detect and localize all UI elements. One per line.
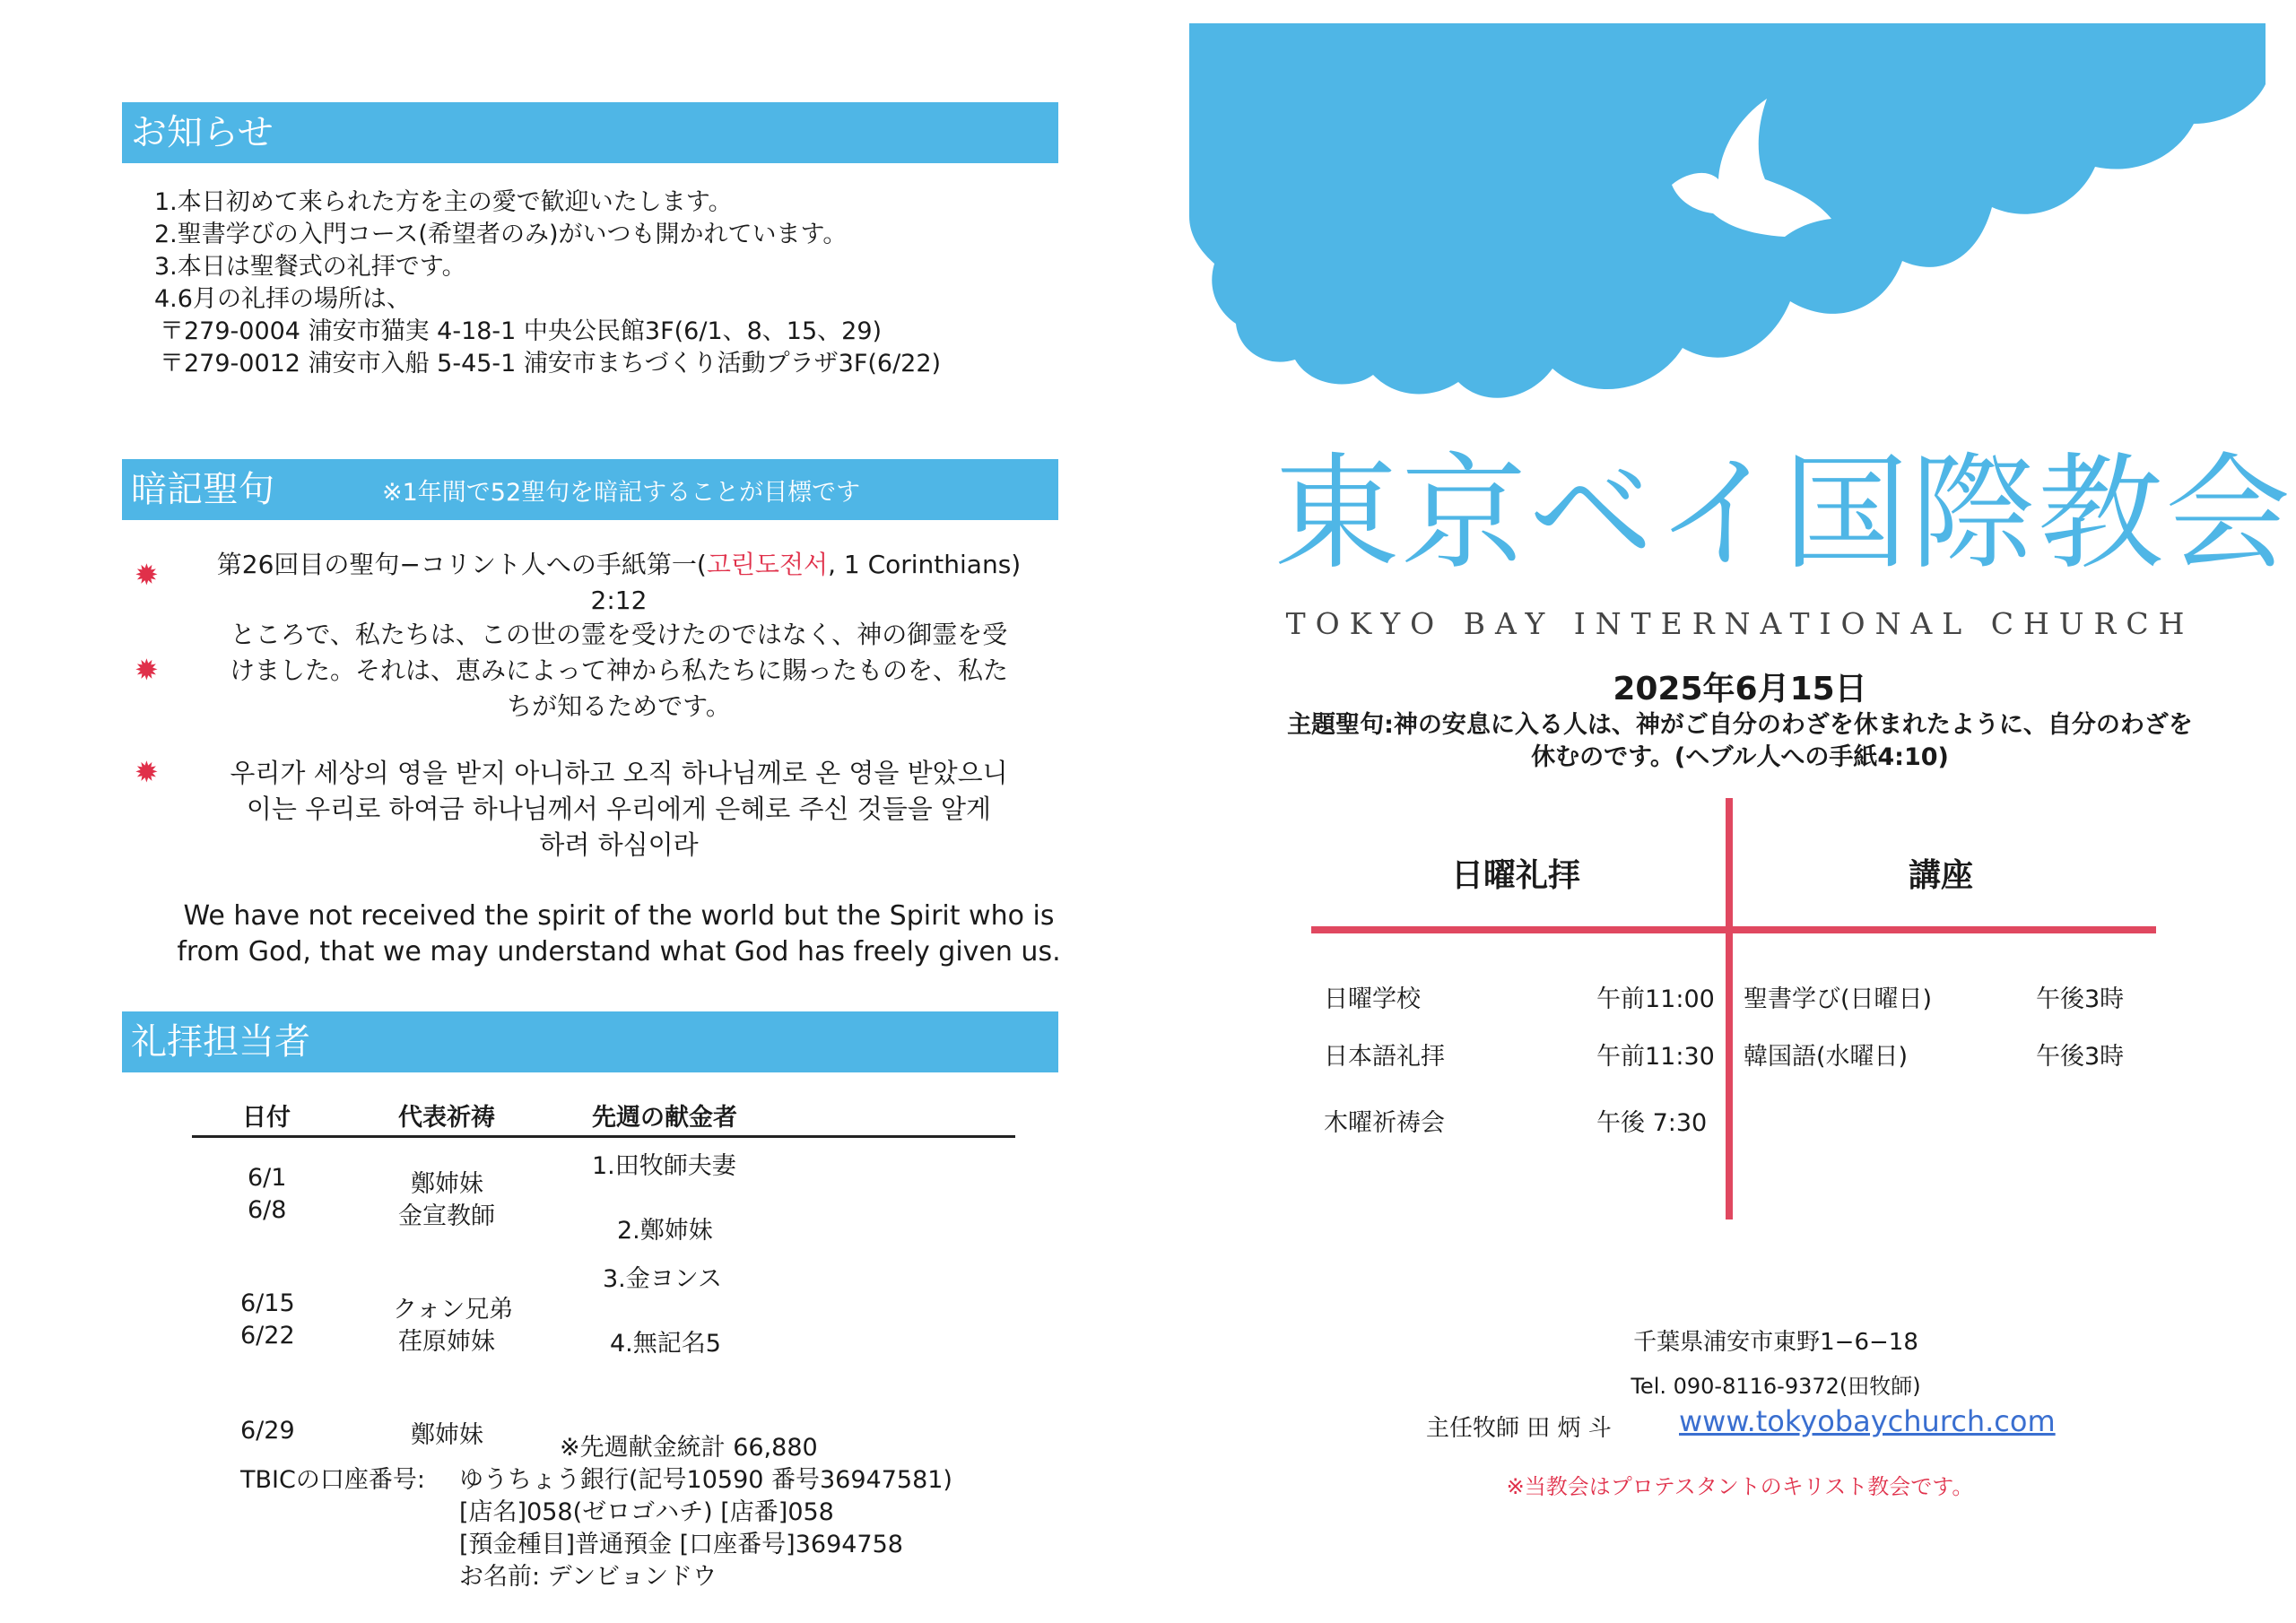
notice-item: 3.本日は聖餐式の礼拝です。 (154, 253, 466, 281)
notice-address: 〒279-0004 浦安市猫実 4-18-1 中央公民館3F(6/1、8、15、29) (160, 317, 883, 345)
protestant-note: ※当教会はプロテスタントのキリスト教会です。 (1506, 1474, 1974, 1499)
verse-korean: 하려 하심이라 (539, 829, 699, 860)
worship-date: 6/15 (240, 1289, 295, 1317)
offering-total: ※先週献金統計 66,880 (560, 1434, 818, 1462)
lecture-item-name: 韓国語(水曜日) (1744, 1043, 1909, 1071)
worship-date: 6/1 (248, 1164, 287, 1192)
lecture-item-name: 聖書学び(日曜日) (1744, 985, 1933, 1013)
worship-offering: 2.鄭姉妹 (617, 1217, 713, 1245)
schedule-divider-horizontal (1311, 926, 2156, 933)
sunburst-icon: ✹ (135, 653, 159, 687)
schedule-item-name: 木曜祈祷会 (1324, 1109, 1445, 1137)
worship-date: 6/22 (240, 1322, 295, 1350)
verse-english: We have not received the spirit of the world but the Spirit who is (183, 900, 1055, 932)
verse-reference: 2:12 (590, 586, 648, 615)
schedule-item-time: 午前11:00 (1596, 985, 1715, 1013)
theme-verse: 主題聖句:神の安息に入る人は、神がご自分のわざを休まれたように、自分のわざを (1287, 711, 2193, 739)
notice-item: 4.6月の礼拝の場所は、 (154, 285, 411, 313)
sunburst-icon: ✹ (135, 558, 159, 592)
verse-japanese: ところで、私たちは、この世の霊を受けたのではなく、神の御霊を受 (230, 620, 1008, 649)
schedule-item-name: 日本語礼拝 (1324, 1043, 1445, 1071)
memory-subnote: ※1年間で52聖句を暗記することが目標です (382, 479, 861, 507)
worship-prayer: 金宣教師 (398, 1202, 495, 1230)
notice-address: 〒279-0012 浦安市入船 5-45-1 浦安市まちづくり活動プラザ3F(6/22) (160, 350, 942, 378)
worship-date: 6/29 (240, 1417, 295, 1445)
worship-offering: 4.無記名5 (610, 1330, 721, 1358)
church-tel: Tel. 090-8116-9372(田牧師) (1631, 1374, 1921, 1399)
dove-icon (1656, 93, 1835, 246)
memory-header: 暗記聖句 (131, 469, 274, 510)
account-line: [預金種目]普通預金 [口座番号]3694758 (459, 1531, 903, 1558)
table-divider (192, 1135, 1015, 1138)
schedule-item-name: 日曜学校 (1324, 985, 1421, 1013)
verse-korean: 이는 우리로 하여금 하나님께서 우리에게 은혜로 주신 것들을 알게 (246, 794, 992, 824)
schedule-item-time: 午後 7:30 (1596, 1109, 1708, 1137)
account-line: ゆうちょう銀行(記号10590 番号36947581) (459, 1466, 952, 1494)
notice-header-bar (122, 102, 1058, 163)
col-header-date: 日付 (242, 1104, 291, 1132)
memory-header-bar (122, 459, 1058, 520)
worship-prayer: 鄭姉妹 (411, 1170, 483, 1198)
verse-title: 第26回目の聖句−コリント人への手紙第一(고린도전서, 1 Corinthians) (216, 550, 1022, 579)
worship-prayer: 荏原姉妹 (398, 1328, 495, 1356)
lecture-header: 講座 (1909, 857, 1974, 894)
pastor-name: 主任牧師 田 炳 斗 (1426, 1415, 1612, 1442)
verse-japanese: ちが知るためです。 (507, 691, 731, 721)
col-header-prayer: 代表祈祷 (398, 1104, 495, 1132)
notice-item: 2.聖書学びの入門コース(希望者のみ)がいつも開かれています。 (154, 221, 848, 248)
website-link[interactable]: www.tokyobaychurch.com (1679, 1404, 2056, 1438)
worship-header: 礼拝担当者 (131, 1021, 310, 1063)
sunday-worship-header: 日曜礼拝 (1451, 857, 1581, 894)
worship-prayer: 鄭姉妹 (411, 1421, 483, 1449)
verse-japanese: けました。それは、恵みによって神から私たちに賜ったものを、私た (229, 655, 1008, 685)
schedule-divider-vertical (1726, 798, 1733, 1219)
notice-header: お知らせ (131, 112, 274, 153)
account-line: [店名]058(ゼロゴハチ) [店番]058 (459, 1498, 834, 1526)
worship-offering: 1.田牧師夫妻 (592, 1152, 736, 1180)
church-name-en: TOKYO BAY INTERNATIONAL CHURCH (1285, 606, 2195, 641)
worship-header-bar (122, 1011, 1058, 1072)
worship-date: 6/8 (248, 1196, 287, 1224)
verse-korean: 우리가 세상의 영을 받지 아니하고 오직 하나님께로 온 영을 받았으니 (230, 758, 1008, 788)
worship-prayer: クォン兄弟 (393, 1296, 514, 1324)
lecture-item-time: 午後3時 (2036, 985, 2125, 1013)
church-name-jp: 東京ベイ国際教会 (1274, 441, 2293, 587)
bulletin-date: 2025年6月15日 (1613, 671, 1867, 707)
verse-english: from God, that we may understand what God has freely given us. (177, 936, 1061, 968)
lecture-item-time: 午後3時 (2036, 1043, 2125, 1071)
account-line: お名前: デンビョンドウ (459, 1563, 718, 1591)
schedule-item-time: 午前11:30 (1596, 1043, 1715, 1071)
theme-verse: 休むのです。(ヘブル人への手紙4:10) (1531, 743, 1949, 771)
account-label: TBICの口座番号: (240, 1466, 425, 1494)
church-address: 千葉県浦安市東野1−6−18 (1633, 1329, 1918, 1356)
col-header-offering: 先週の献金者 (592, 1104, 737, 1132)
worship-offering: 3.金ヨンス (603, 1265, 722, 1293)
sunburst-icon: ✹ (135, 755, 159, 789)
notice-item: 1.本日初めて来られた方を主の愛で歓迎いたします。 (154, 188, 733, 216)
